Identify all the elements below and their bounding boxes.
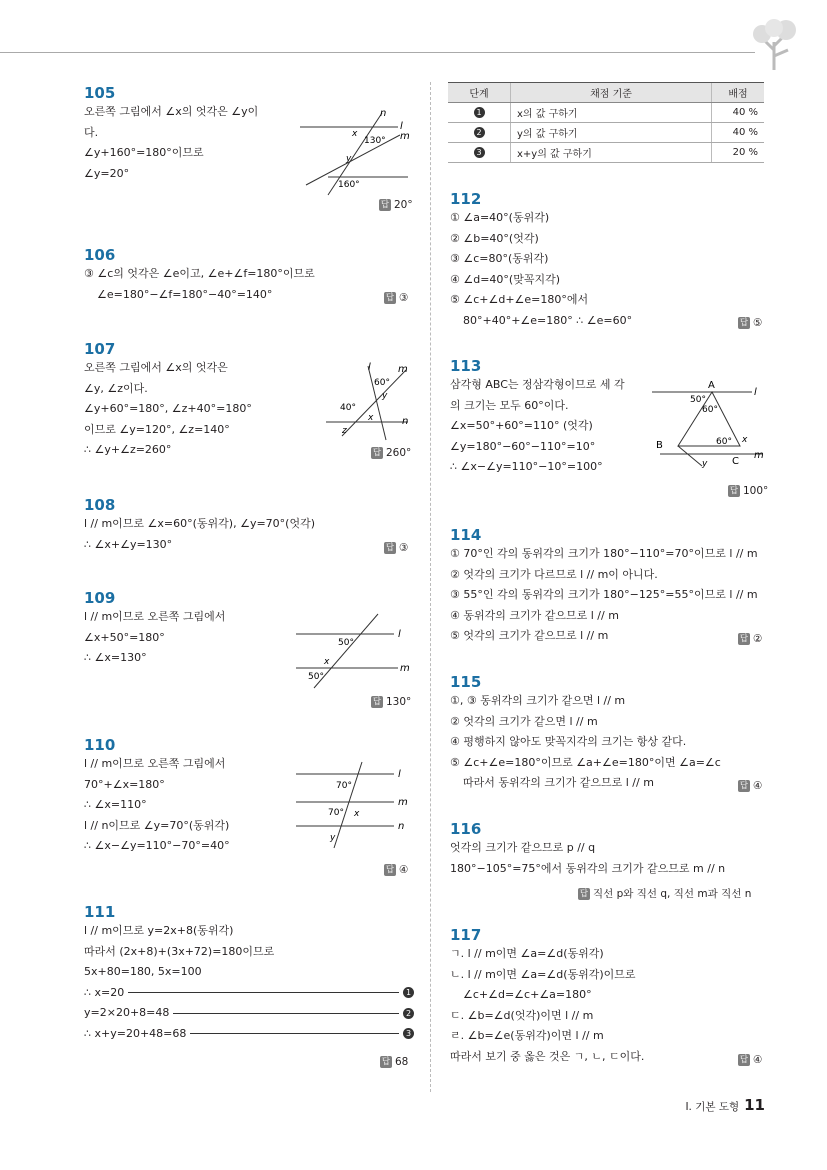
problem-110 bbox=[84, 736, 230, 857]
table-row bbox=[448, 123, 764, 143]
problem-117 bbox=[450, 926, 644, 1067]
label-l: l bbox=[400, 121, 403, 132]
solution-line: ③ ∠c=80°(동위각) bbox=[450, 252, 549, 265]
points-cell: 40 % bbox=[712, 123, 765, 143]
solution-line: 삼각형 ABC는 정삼각형이므로 세 각 bbox=[450, 378, 625, 391]
points-cell: 40 % bbox=[712, 103, 765, 123]
label-160: 160° bbox=[338, 180, 360, 190]
scoring-table bbox=[448, 82, 764, 163]
solution-line: 따라서 보기 중 옳은 것은 ㄱ, ㄴ, ㄷ이다. bbox=[450, 1049, 645, 1063]
answer-107: 답 260° bbox=[372, 447, 412, 459]
tree-icon bbox=[744, 12, 804, 72]
chapter-label: I. 기본 도형 bbox=[685, 1101, 740, 1113]
label-m: m bbox=[400, 663, 410, 674]
solution-line: ② ∠b=40°(엇각) bbox=[450, 231, 539, 245]
solution-line: 의 크기는 모두 60°이다. bbox=[450, 398, 569, 412]
solution-line: ∴ ∠x−∠y=110°−10°=100° bbox=[450, 460, 603, 473]
header-rule bbox=[0, 52, 755, 53]
label-m: m bbox=[754, 450, 764, 461]
table-row bbox=[448, 103, 764, 123]
answer-105: 답 20° bbox=[380, 199, 413, 211]
solution-line: 80°+40°+∠e=180° ∴ ∠e=60° bbox=[463, 313, 633, 327]
label-A: A bbox=[708, 380, 715, 391]
label-50b: 50° bbox=[308, 672, 324, 682]
problem-109 bbox=[84, 589, 225, 669]
figure-105 bbox=[300, 105, 418, 197]
criterion-cell: x의 값 구하기 bbox=[511, 103, 712, 123]
solution-line: ∠x+50°=180° bbox=[84, 630, 165, 644]
problem-number: 109 bbox=[84, 589, 116, 607]
solution-line: 이므로 ∠y=120°, ∠z=140° bbox=[84, 422, 230, 436]
label-m: m bbox=[400, 131, 410, 142]
label-50: 50° bbox=[338, 638, 354, 648]
figure-110 bbox=[294, 760, 414, 850]
solution-line: ∠y+60°=180°, ∠z+40°=180° bbox=[84, 402, 252, 415]
solution-line: ⑤ ∠c+∠d+∠e=180°에서 bbox=[450, 293, 589, 306]
answer-116: 답 직선 p와 직선 q, 직선 m과 직선 n bbox=[579, 888, 752, 900]
label-60b: 60° bbox=[716, 437, 732, 447]
label-60: 60° bbox=[374, 378, 390, 388]
solution-line: l // m이므로 오른쪽 그림에서 bbox=[84, 610, 226, 623]
problem-108 bbox=[84, 496, 315, 555]
solution-line: 5x+80=180, 5x=100 bbox=[84, 965, 202, 978]
solution-line: ① 70°인 각의 동위각의 크기가 180°−110°=70°이므로 l // m bbox=[450, 547, 758, 560]
label-l: l bbox=[754, 387, 757, 398]
page-number: 11 bbox=[744, 1096, 765, 1114]
label-50: 50° bbox=[690, 395, 706, 405]
table-row bbox=[448, 143, 764, 163]
solution-line: ③ ∠c의 엇각은 ∠e이고, ∠e+∠f=180°이므로 bbox=[84, 267, 315, 280]
solution-line: 오른쪽 그림에서 ∠x의 엇각은 ∠y이 bbox=[84, 105, 259, 118]
problem-107 bbox=[84, 340, 252, 461]
step-marker: 3 bbox=[474, 147, 485, 158]
column-divider bbox=[430, 82, 431, 1092]
label-C: C bbox=[732, 456, 739, 467]
table-header: 단계 bbox=[448, 83, 511, 103]
answer-112: 답 ⑤ bbox=[739, 317, 763, 329]
problem-number: 117 bbox=[450, 926, 482, 944]
label-n: n bbox=[398, 821, 405, 832]
problem-113 bbox=[450, 357, 625, 478]
solution-line: ④ ∠d=40°(맞꼭지각) bbox=[450, 272, 561, 286]
solution-step: ∴ x=20 1 bbox=[84, 983, 414, 1004]
solution-line: ∴ ∠x−∠y=110°−70°=40° bbox=[84, 839, 230, 852]
solution-line: ∠y+160°=180°이므로 bbox=[84, 146, 204, 159]
answer-113: 답 100° bbox=[729, 485, 769, 497]
problem-number: 112 bbox=[450, 190, 482, 208]
solution-line: ∠y=180°−60°−110°=10° bbox=[450, 439, 596, 453]
problem-number: 107 bbox=[84, 340, 116, 358]
problem-number: 106 bbox=[84, 246, 116, 264]
step-marker: 1 bbox=[403, 987, 414, 998]
step-marker: 2 bbox=[403, 1008, 414, 1019]
label-70: 70° bbox=[336, 781, 352, 791]
problem-115 bbox=[450, 673, 721, 794]
problem-number: 111 bbox=[84, 903, 116, 921]
label-l: l bbox=[398, 769, 401, 780]
label-y: y bbox=[330, 833, 336, 843]
problem-number: 114 bbox=[450, 526, 482, 544]
answer-108: 답 ③ bbox=[385, 542, 409, 554]
solution-line: l // m이므로 오른쪽 그림에서 bbox=[84, 757, 226, 770]
label-n: n bbox=[380, 108, 387, 119]
problem-number: 116 bbox=[450, 820, 482, 838]
solution-line: ㄷ. ∠b=∠d(엇각)이면 l // m bbox=[450, 1008, 594, 1022]
solution-line: ∴ ∠x=130° bbox=[84, 651, 147, 664]
solution-line: 180°−105°=75°에서 동위각의 크기가 같으므로 m // n bbox=[450, 861, 726, 875]
problem-number: 113 bbox=[450, 357, 482, 375]
problem-116 bbox=[450, 820, 725, 879]
label-130: 130° bbox=[364, 136, 386, 146]
label-m: m bbox=[398, 797, 408, 808]
label-x: x bbox=[352, 129, 358, 139]
solution-step: ∴ x+y=20+48=68 3 bbox=[84, 1024, 414, 1045]
label-y: y bbox=[346, 154, 352, 164]
answer-106: 답 ③ bbox=[385, 292, 409, 304]
solution-line: ∴ ∠y+∠z=260° bbox=[84, 443, 172, 456]
label-z: z bbox=[342, 426, 347, 436]
solution-line: ∠x=50°+60°=110° (엇각) bbox=[450, 419, 593, 432]
solution-line: ㄱ. l // m이면 ∠a=∠d(동위각) bbox=[450, 947, 604, 960]
solution-line: l // n이므로 ∠y=70°(동위각) bbox=[84, 818, 230, 832]
step-marker: 2 bbox=[474, 127, 485, 138]
solution-line: ① ∠a=40°(동위각) bbox=[450, 211, 550, 224]
solution-line: 다. bbox=[84, 125, 99, 139]
label-x: x bbox=[742, 435, 748, 445]
problem-105 bbox=[84, 84, 258, 184]
solution-line: 70°+∠x=180° bbox=[84, 777, 165, 791]
answer-109: 답 130° bbox=[372, 696, 412, 708]
label-B: B bbox=[656, 440, 663, 451]
criterion-cell: y의 값 구하기 bbox=[511, 123, 712, 143]
label-x: x bbox=[324, 657, 330, 667]
solution-line: ② 엇각의 크기가 같으면 l // m bbox=[450, 714, 598, 728]
label-40: 40° bbox=[340, 403, 356, 413]
solution-line: ∠c+∠d=∠c+∠a=180° bbox=[463, 988, 592, 1001]
label-l: l bbox=[368, 362, 371, 373]
label-x: x bbox=[368, 413, 374, 423]
solution-line: ⑤ ∠c+∠e=180°이므로 ∠a+∠e=180°이면 ∠a=∠c bbox=[450, 755, 721, 769]
label-70b: 70° bbox=[328, 808, 344, 818]
solution-line: 엇각의 크기가 같으므로 p // q bbox=[450, 841, 596, 854]
figure-109 bbox=[294, 612, 414, 692]
problem-number: 110 bbox=[84, 736, 116, 754]
page-footer bbox=[685, 1096, 765, 1114]
solution-line: ∠e=180°−∠f=180°−40°=140° bbox=[97, 287, 273, 301]
points-cell: 20 % bbox=[712, 143, 765, 163]
step-marker: 3 bbox=[403, 1028, 414, 1039]
solution-line: ∴ ∠x=110° bbox=[84, 798, 147, 811]
solution-line: ∴ ∠x+∠y=130° bbox=[84, 537, 173, 551]
problem-106 bbox=[84, 246, 315, 305]
solution-line: 따라서 동위각의 크기가 같으므로 l // m bbox=[463, 776, 654, 789]
problem-number: 108 bbox=[84, 496, 116, 514]
solution-line: ④ 동위각의 크기가 같으므로 l // m bbox=[450, 608, 619, 622]
solution-step: y=2×20+8=48 2 bbox=[84, 1003, 414, 1024]
solution-line: ② 엇각의 크기가 다르므로 l // m이 아니다. bbox=[450, 567, 658, 581]
solution-line: ㄹ. ∠b=∠e(동위각)이면 l // m bbox=[450, 1029, 604, 1042]
solution-line: ∠y, ∠z이다. bbox=[84, 381, 148, 395]
problem-number: 115 bbox=[450, 673, 482, 691]
label-n: n bbox=[402, 416, 409, 427]
criterion-cell: x+y의 값 구하기 bbox=[511, 143, 712, 163]
problem-114 bbox=[450, 526, 758, 647]
label-x: x bbox=[354, 809, 360, 819]
label-y: y bbox=[702, 459, 708, 468]
answer-114: 답 ② bbox=[739, 633, 763, 645]
problem-number: 105 bbox=[84, 84, 116, 102]
figure-107 bbox=[322, 360, 418, 442]
solution-line: ①, ③ 동위각의 크기가 같으면 l // m bbox=[450, 694, 626, 707]
solution-line: 따라서 (2x+8)+(3x+72)=180이므로 bbox=[84, 944, 275, 958]
answer-117: 답 ④ bbox=[739, 1054, 763, 1066]
solution-line: l // m이므로 ∠x=60°(동위각), ∠y=70°(엇각) bbox=[84, 517, 316, 530]
problem-111 bbox=[84, 903, 414, 1044]
solution-line: l // m이므로 y=2x+8(동위각) bbox=[84, 924, 234, 937]
solution-line: ③ 55°인 각의 동위각의 크기가 180°−125°=55°이므로 l // m bbox=[450, 588, 758, 601]
table-header: 채점 기준 bbox=[511, 83, 712, 103]
solution-line: ⑤ 엇각의 크기가 같으므로 l // m bbox=[450, 629, 609, 642]
label-m: m bbox=[398, 364, 408, 375]
label-y: y bbox=[382, 391, 388, 401]
label-60: 60° bbox=[702, 405, 718, 415]
figure-113 bbox=[650, 378, 768, 468]
solution-line: ④ 평행하지 않아도 맞꼭지각의 크기는 항상 같다. bbox=[450, 735, 687, 748]
step-marker: 1 bbox=[474, 107, 485, 118]
label-l: l bbox=[398, 629, 401, 640]
answer-115: 답 ④ bbox=[739, 780, 763, 792]
solution-line: 오른쪽 그림에서 ∠x의 엇각은 bbox=[84, 361, 228, 374]
answer-111: 답 68 bbox=[381, 1056, 409, 1068]
table-header: 배점 bbox=[712, 83, 765, 103]
solution-line: ㄴ. l // m이면 ∠a=∠d(동위각)이므로 bbox=[450, 967, 636, 981]
answer-110: 답 ④ bbox=[385, 864, 409, 876]
solution-line: ∠y=20° bbox=[84, 166, 130, 180]
problem-112 bbox=[450, 190, 632, 331]
